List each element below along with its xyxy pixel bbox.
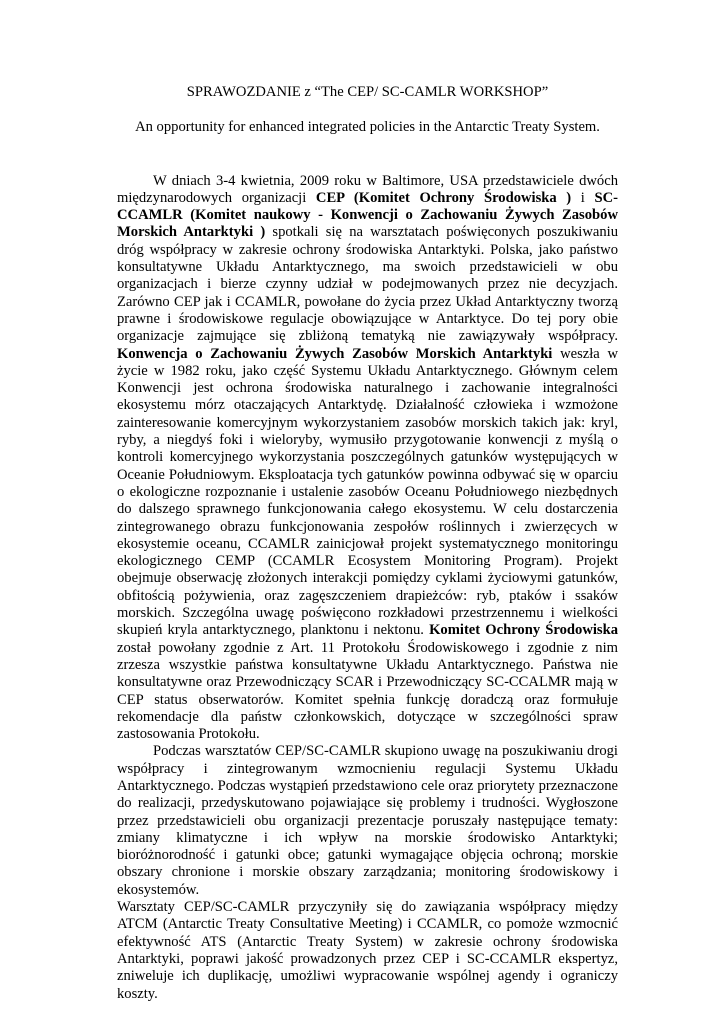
document-title: SPRAWOZDANIE z “The CEP/ SC-CAMLR WORKSHOP” [186, 84, 549, 100]
paragraph-1-text-5: został powołany zgodnie z Art. 11 Protokołu Środowiskowego i zgodnie z nim zrzesza wszystkie państwa konsultatywne Układu Antarktycznego. Państwa nie konsultatywne oraz Przewodniczący SCAR i Przewodniczący SC-CCALMR mają w CEP status obserwatorów. Komitet spełnia funkcję doradczą oraz formułuje rekomendacje dla państw członkowskich, dotyczące w szczególności spraw zastosowania Protokołu. [117, 639, 618, 743]
paragraph-3: Warsztaty CEP/SC-CAMLR przyczyniły się do zawiązania współpracy między ATCM (Antarctic Treaty Consultative Meeting) i CCAMLR, co pomoże wzmocnić efektywność ATS (Antarctic Treaty System) w zakresie ochrony środowiska Antarktyki, poprawi jakość prowadzonych przez CEP i SC-CCAMLR ekspertyz, zniweluje ich duplikację, umożliwi wypracowanie wspólnej agendy i ograniczy koszty. [117, 899, 618, 1002]
paragraph-1-text-2: i [571, 189, 595, 206]
paragraph-2: Podczas warsztatów CEP/SC-CAMLR skupiono uwagę na poszukiwaniu drogi współpracy i zintegrowanym wzmocnieniu regulacji Systemu Układu Antarktycznego. Podczas wystąpień przedstawiono cele oraz priorytety przeznaczone do realizacji, przedyskutowano pojawiające się problemy i trudności. Wygłoszone przez przedstawicieli obu organizacji prezentacje poruszały następujące tematy: zmiany klimatyczne i ich wpływ na morskie środowisko Antarktyki; bioróżnorodność i gatunki obce; gatunki wymagające objęcia ochroną; morskie obszary chronione i morskie obszary zarządzania; monitoring środowiskowy i ekosystemów. [117, 743, 618, 898]
paragraph-1-text-1: W dniach 3-4 kwietnia, 2009 roku w Baltimore, USA przedstawiciele dwóch międzynarodowych organizacji [117, 172, 618, 206]
paragraph-1-text-3: spotkali się na warsztatach poświęconych poszukiwaniu dróg współpracy w zakresie ochrony środowiska Antarktyki. Polska, jako państwo konsultatywne Układu Antarktycznego, ma swoich przedstawicieli w obu organizacjach i bierze czynny udział w podejmowanych przez nie decyzjach. Zarówno CEP jak i CCAMLR, powołane do życia przez Układ Antarktyczny tworzą prawne i środowiskowe regulacje obowiązujące w Antarktyce. Do tej pory obie organizacje zajmujące się zbliżoną tematyką nie zawiązywały współpracy. [117, 224, 619, 345]
cep-term: CEP (Komitet Ochrony Środowiska ) [315, 189, 572, 206]
convention-term: Konwencja o Zachowaniu Żywych Zasobów Morskich Antarktyki [117, 345, 553, 362]
document-body [117, 173, 618, 1003]
document-subtitle: An opportunity for enhanced integrated policies in the Antarctic Treaty System. [135, 119, 600, 136]
paragraph-1-text-4: weszła w życie w 1982 roku, jako część Systemu Układu Antarktycznego. Głównym celem Konwencji jest ochrona środowiska naturalnego i zachowanie integralności ekosystemu mórz otaczających Antarktydę. Działalność człowieka i wzmożone zainteresowanie komercyjnym wykorzystaniem zasobów morskich takich jak: kryl, ryby, a niegdyś foki i wieloryby, wymusiło przygotowanie konwencji z myślą o kontroli komercyjnego wykorzystania poszczególnych gatunków występujących w Oceanie Południowym. Eksploatacja tych gatunków powinna odbywać się w oparciu o ekologiczne rozpoznanie i ustalenie zasobów Oceanu Południowego niezbędnych do dalszego sprawnego funkcjonowania całego ekosystemu. W celu dostarczenia zintegrowanego obrazu funkcjonowania zespołów roślinnych i zwierzęcych w ekosystemie oceanu, CCAMLR zainicjował projekt systematycznego monitoringu ekologicznego CEMP (CCAMLR Ecosystem Monitoring Program). Projekt obejmuje obserwację złożonych interakcji pomiędzy cyklami życiowymi gatunków, obfitością pożywienia, oraz zagęszczeniem drapieżców: ryb, ptaków i ssaków morskich. Szczególna uwagę poświęcono rozkładowi przestrzennemu i wielkości skupień kryla antarktycznego, planktonu i nektonu. [117, 345, 619, 639]
committee-term: Komitet Ochrony Środowiska [429, 622, 618, 639]
paragraph-1 [117, 173, 618, 744]
sc-ccamlr-term: SC-CCAMLR (Komitet naukowy - Konwencji o Zachowaniu Żywych Zasobów Morskich Antarktyki ) [117, 189, 618, 241]
